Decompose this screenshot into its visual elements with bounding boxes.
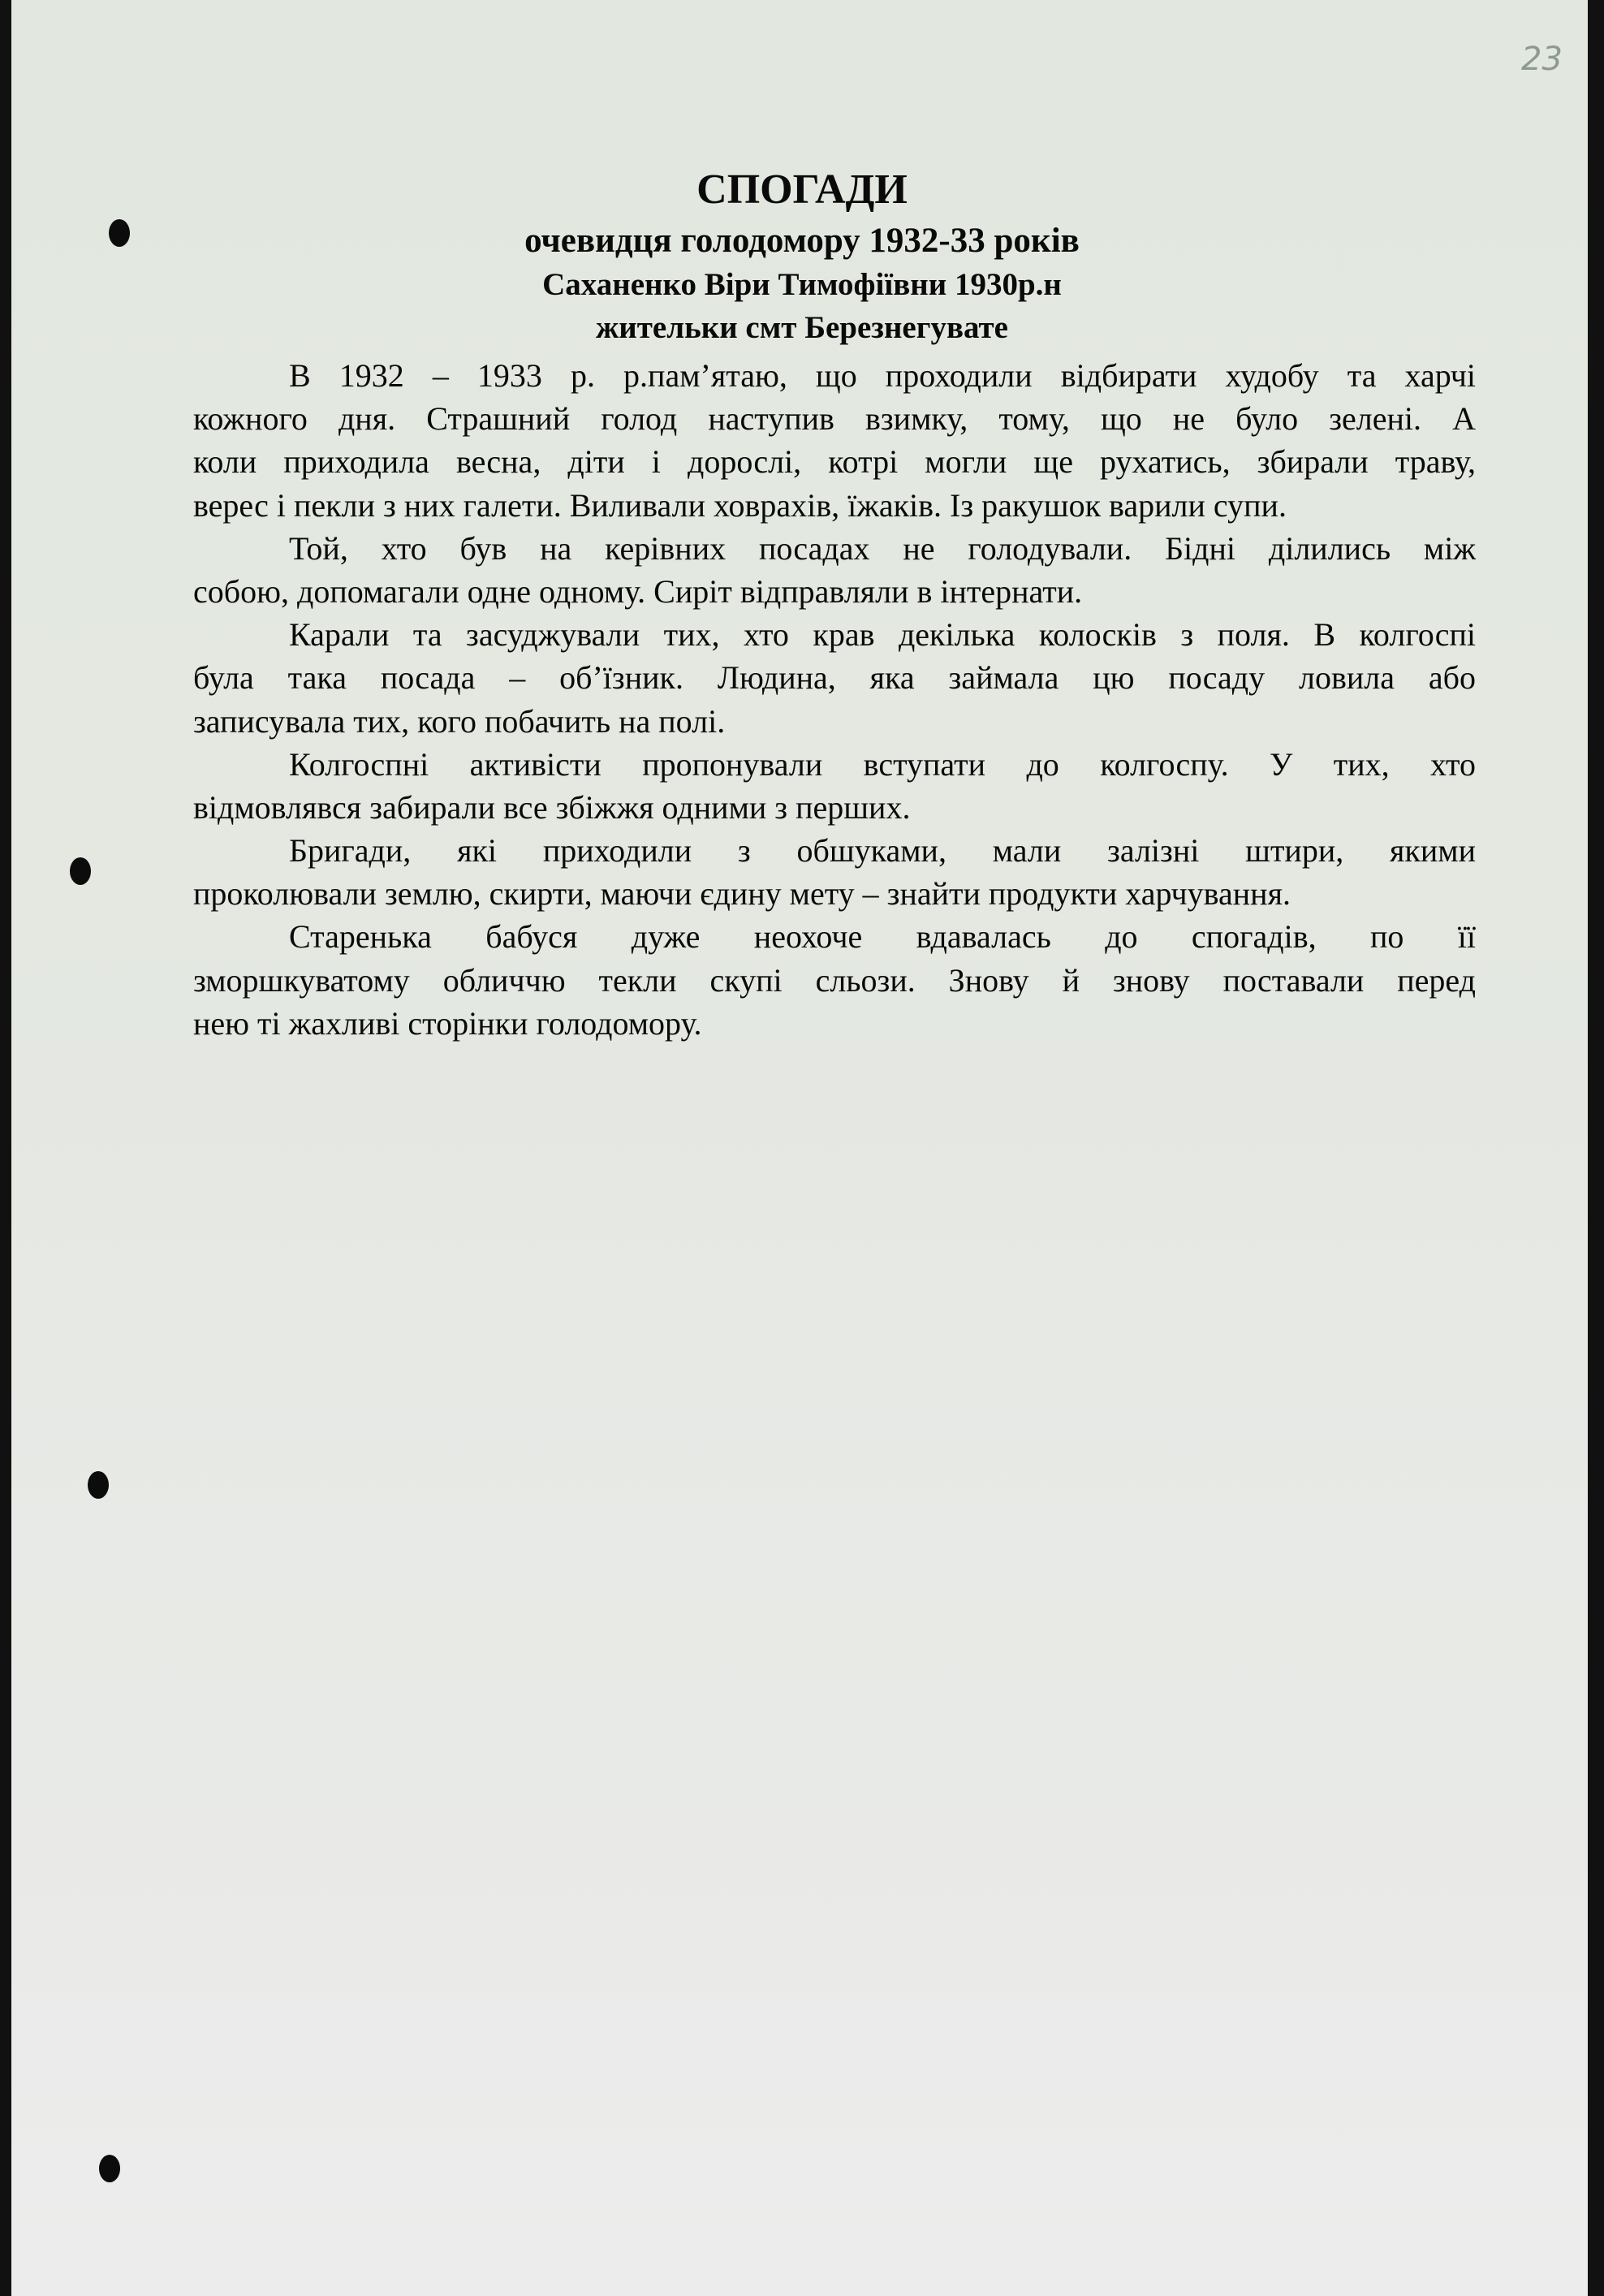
paragraph-line: записувала тих, кого побачить на полі. bbox=[193, 702, 726, 740]
paragraph-line: проколювали землю, скирти, маючи єдину мету – знайти продукти харчування. bbox=[193, 875, 1291, 913]
witness-residence: жительки смт Березнегувате bbox=[596, 310, 1008, 345]
paragraph-line: Бригади, які приходили з обшуками, мали залізні штири, якими bbox=[289, 832, 1476, 870]
document-title: СПОГАДИ bbox=[696, 166, 908, 213]
paragraph-line: нею ті жахливі сторінки голодомору. bbox=[193, 1004, 702, 1042]
punch-hole bbox=[99, 2155, 120, 2182]
witness-name: Саханенко Віри Тимофіївни 1930р.н bbox=[542, 267, 1062, 302]
paragraph-line: верес і пекли з них галети. Виливали ховрахів, їжаків. Із ракушок варили супи. bbox=[193, 486, 1287, 524]
document-body bbox=[193, 354, 1476, 1045]
paragraph-line: коли приходила весна, діти і дорослі, котрі могли ще рухатись, збирали траву, bbox=[193, 443, 1476, 481]
paragraph-line: зморшкуватому обличчю текли скупі сльози. Знову й знову поставали перед bbox=[193, 961, 1476, 999]
paragraph-line: була така посада – об’їзник. Людина, яка займала цю посаду ловила або bbox=[193, 659, 1476, 697]
paragraph-line: кожного дня. Страшний голод наступив взимку, тому, що не було зелені. А bbox=[193, 400, 1476, 438]
paragraph-line: Колгоспні активісти пропонували вступати до колгоспу. У тих, хто bbox=[289, 745, 1476, 783]
paragraph-line: відмовлявся забирали все збіжжя одними з перших. bbox=[193, 788, 911, 826]
handwritten-page-number: 23 bbox=[1521, 41, 1563, 78]
paragraph-line: Карали та засуджували тих, хто крав декілька колосків з поля. В колгоспі bbox=[289, 616, 1476, 654]
paragraph-line: Той, хто був на керівних посадах не голодували. Бідні ділились між bbox=[289, 529, 1476, 567]
paragraph-line: В 1932 – 1933 р. р.пам’ятаю, що проходили відбирати худобу та харчі bbox=[289, 357, 1476, 394]
paragraph-line: Старенька бабуся дуже неохоче вдавалась до спогадів, по її bbox=[289, 918, 1476, 956]
paragraph-line: собою, допомагали одне одному. Сиріт відправляли в інтернати. bbox=[193, 572, 1083, 610]
punch-hole bbox=[70, 857, 91, 885]
punch-hole bbox=[88, 1471, 109, 1499]
document-subtitle: очевидця голодомору 1932-33 років bbox=[524, 222, 1080, 260]
